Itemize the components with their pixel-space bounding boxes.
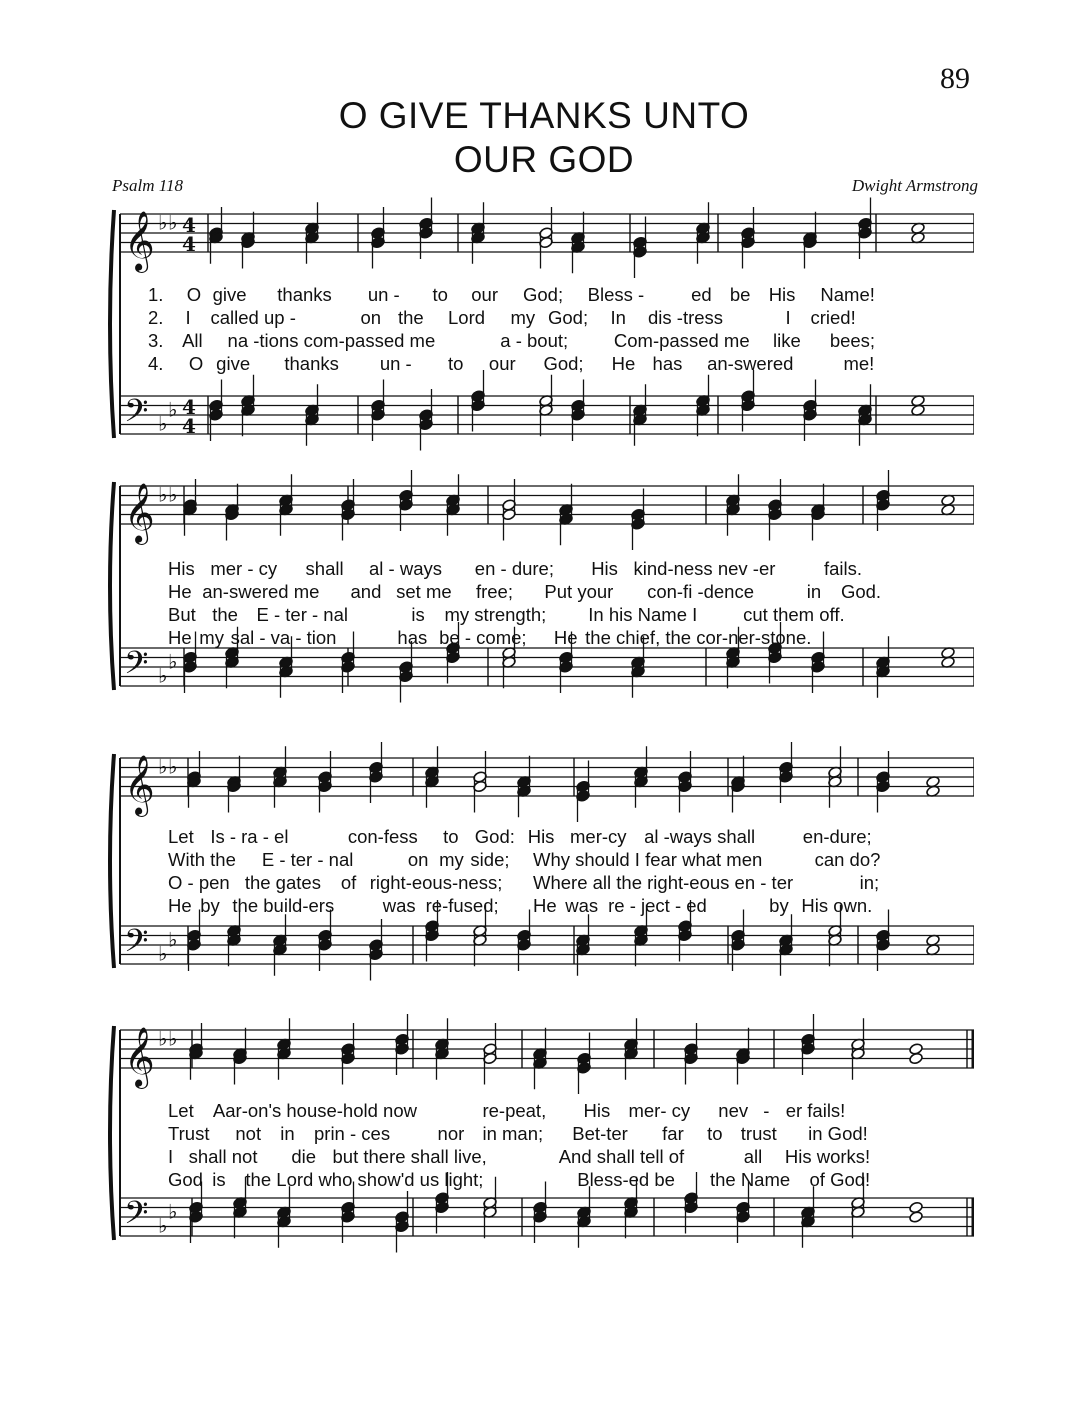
lyric-syllable: on [360, 307, 382, 328]
lyric-syllable: al - ways [369, 558, 442, 579]
lyric-syllable: an-swered [707, 353, 794, 374]
lyric-syllable: to [707, 1123, 723, 1144]
lyric-syllable: 4. [148, 353, 164, 374]
system-3 [108, 742, 974, 997]
lyric-syllable: the [398, 307, 424, 328]
source-credit: Psalm 118 [112, 176, 183, 195]
lyric-syllable: was [382, 895, 416, 916]
lyric-syllable: prin - ces [314, 1123, 391, 1144]
flat-icon: ♭ [168, 1026, 178, 1051]
lyric-syllable: to [448, 353, 464, 374]
lyric-syllable: has [652, 353, 683, 374]
lyric-syllable: by [200, 895, 220, 916]
lyric-syllable: the [212, 604, 238, 625]
lyric-syllable: Bless - [587, 284, 645, 305]
verse-line-1 [108, 284, 974, 306]
lyric-syllable: Bet-ter [572, 1123, 628, 1144]
system-1 [108, 196, 974, 456]
verse-line-3 [108, 872, 974, 894]
lyric-syllable: nev [718, 1100, 749, 1121]
lyric-syllable: the chief, the cor-ner-stone. [585, 627, 812, 648]
lyric-syllable: God. [840, 581, 882, 602]
lyric-syllable: a - bout; [500, 330, 569, 351]
lyric-syllable: our [488, 353, 516, 374]
flat-icon: ♭ [168, 649, 178, 674]
lyric-syllable: give [212, 284, 247, 305]
lyric-syllable: dis -tress [648, 307, 724, 328]
lyric-syllable: was [565, 895, 599, 916]
lyric-syllable: be [729, 284, 751, 305]
lyric-syllable: cried! [810, 307, 856, 328]
lyric-syllable: un - [379, 353, 412, 374]
lyric-syllable: of God! [809, 1169, 871, 1190]
treble-clef-icon: 𝄞 [124, 211, 155, 271]
verse-line-4 [108, 895, 974, 917]
lyric-syllable: thanks [284, 353, 339, 374]
lyric-syllable: al -ways shall [644, 826, 756, 847]
lyric-syllable: E - ter - nal [261, 849, 354, 870]
lyric-syllable: na -tions com-passed me [227, 330, 436, 351]
notehead [909, 1052, 924, 1065]
flat-icon: ♭ [158, 411, 168, 436]
lyric-syllable: set me [396, 581, 452, 602]
lyric-syllable: His [768, 284, 796, 305]
lyric-syllable: His own. [801, 895, 873, 916]
lyric-syllable: trust [740, 1123, 777, 1144]
lyric-syllable: to [432, 284, 448, 305]
lyric-syllable: His [168, 558, 195, 579]
lyric-syllable: er fails! [785, 1100, 846, 1121]
lyric-syllable: my strength; [444, 604, 547, 625]
lyric-syllable: - [763, 1100, 770, 1121]
lyric-syllable: side; [470, 849, 510, 870]
verse-line-3 [108, 330, 974, 352]
verse-line-4 [108, 353, 974, 375]
lyric-syllable: re-fused; [425, 895, 499, 916]
time-signature-bottom: 4 [182, 232, 196, 256]
hymn-title-line-1: O GIVE THANKS UNTO [338, 95, 750, 136]
lyric-syllable: be - come; [439, 627, 527, 648]
time-signature-top: 4 [182, 213, 196, 237]
lyric-syllable: God; [543, 353, 584, 374]
lyric-syllable: re-peat, [482, 1100, 547, 1121]
lyric-syllable: With the [168, 849, 236, 870]
bass-clef-icon: 𝄢 [124, 644, 149, 689]
lyric-syllable: is [212, 1169, 226, 1190]
lyric-syllable: Why should I fear what men [533, 849, 763, 870]
lyric-syllable: free; [475, 581, 513, 602]
lyric-syllable: He [553, 627, 578, 648]
verse-line-2 [108, 581, 974, 603]
lyric-syllable: called up - [210, 307, 296, 328]
lyric-syllable: the build-ers [232, 895, 335, 916]
verse-line-1 [108, 1100, 974, 1122]
verse-line-2 [108, 307, 974, 329]
lyric-syllable: All [182, 330, 203, 351]
flat-icon: ♭ [158, 210, 168, 235]
lyric-syllable: 3. [148, 330, 164, 351]
lyric-syllable: far [662, 1123, 684, 1144]
lyric-syllable: kind-ness nev -er [633, 558, 776, 579]
system-4 [108, 1014, 974, 1284]
verse-line-2 [108, 849, 974, 871]
flat-icon: ♭ [168, 1199, 178, 1224]
lyric-syllable: the gates [244, 872, 321, 893]
flat-icon: ♭ [168, 482, 178, 507]
verse-line-4 [108, 627, 974, 649]
lyric-syllable: my [439, 849, 464, 870]
treble-clef-icon: 𝄞 [124, 1027, 155, 1087]
lyric-syllable: God; [523, 284, 564, 305]
lyric-syllable: I [785, 307, 791, 328]
lyric-syllable: Let [168, 1100, 194, 1121]
lyric-syllable: And shall tell of [558, 1146, 685, 1167]
lyric-syllable: 2. [148, 307, 164, 328]
lyric-syllable: O [186, 284, 202, 305]
flat-icon: ♭ [168, 754, 178, 779]
lyric-syllable: Put your [544, 581, 614, 602]
time-signature-top: 4 [182, 395, 196, 419]
lyric-syllable: His [527, 826, 555, 847]
flat-icon: ♭ [158, 941, 168, 966]
lyric-syllable: an-swered me [202, 581, 320, 602]
lyric-syllable: He [168, 627, 192, 648]
lyric-syllable: to [443, 826, 459, 847]
notehead [909, 1211, 924, 1224]
lyric-syllable: give [216, 353, 251, 374]
verse-line-3 [108, 604, 974, 626]
bass-clef-icon: 𝄢 [124, 1194, 149, 1239]
lyric-syllable: nor [437, 1123, 465, 1144]
lyric-syllable: God: [474, 826, 515, 847]
hymn-title [0, 94, 1088, 182]
lyric-syllable: Lord [448, 307, 486, 328]
lyric-syllable: die [291, 1146, 317, 1167]
lyric-syllable: Is - ra - el [210, 826, 289, 847]
lyric-syllable: the Name [709, 1169, 791, 1190]
lyric-syllable: en - dure; [474, 558, 554, 579]
flat-icon: ♭ [158, 754, 168, 779]
lyric-syllable: shall not [188, 1146, 258, 1167]
flat-icon: ♭ [158, 1026, 168, 1051]
lyric-syllable: He [168, 581, 192, 602]
lyric-syllable: mer-cy [570, 826, 627, 847]
lyric-syllable: can do? [814, 849, 881, 870]
lyric-syllable: my [199, 627, 224, 648]
lyric-syllable: sal - va - tion [230, 627, 337, 648]
lyric-syllable: en-dure; [802, 826, 872, 847]
lyric-syllable: in [806, 581, 822, 602]
lyric-syllable: O [188, 353, 204, 374]
lyric-syllable: in [280, 1123, 295, 1144]
lyric-syllable: His works! [784, 1146, 871, 1167]
flat-icon: ♭ [168, 210, 178, 235]
lyric-syllable: my [510, 307, 536, 328]
lyric-syllable: 1. [148, 284, 164, 305]
lyric-syllable: in man; [482, 1123, 544, 1144]
lyric-syllable: thanks [277, 284, 332, 305]
lyric-syllable: fails. [823, 558, 862, 579]
lyric-syllable: mer - cy [210, 558, 278, 579]
lyric-syllable: God; [548, 307, 589, 328]
lyric-syllable: in; [859, 872, 880, 893]
treble-clef-icon: 𝄞 [124, 483, 155, 543]
lyric-syllable: E - ter - nal [256, 604, 348, 625]
flat-icon: ♭ [158, 482, 168, 507]
lyric-syllable: Name! [820, 284, 875, 305]
lyric-syllable: cut them off. [743, 604, 845, 625]
lyric-syllable: He [533, 895, 557, 916]
lyric-syllable: He [168, 895, 192, 916]
lyric-syllable: of [340, 872, 357, 893]
lyric-syllable: bees; [829, 330, 876, 351]
flat-icon: ♭ [168, 397, 178, 422]
lyric-syllable: God [168, 1169, 203, 1190]
verse-line-2 [108, 1123, 974, 1145]
lyric-syllable: the Lord who show'd us light; [245, 1169, 484, 1190]
lyric-syllable: In his Name I [588, 604, 698, 625]
lyric-syllable: me! [843, 353, 875, 374]
lyric-syllable: like [773, 330, 801, 351]
lyric-syllable: ed [691, 284, 712, 305]
treble-clef-icon: 𝄞 [124, 755, 155, 815]
lyric-syllable: right-eous-ness; [369, 872, 503, 893]
page-number: 89 [940, 62, 970, 95]
lyric-syllable: all [743, 1146, 763, 1167]
lyric-syllable: Trust [168, 1123, 210, 1144]
lyric-syllable: Com-passed me [613, 330, 750, 351]
verse-line-1 [108, 826, 974, 848]
composer-credit: Dwight Armstrong [851, 176, 978, 195]
lyric-syllable: Bless-ed be [577, 1169, 675, 1190]
verse-line-4 [108, 1169, 974, 1191]
bass-clef-icon: 𝄢 [124, 922, 149, 967]
lyric-syllable: I [168, 1146, 174, 1167]
bass-clef-icon: 𝄢 [124, 392, 149, 437]
lyric-syllable: His [591, 558, 618, 579]
lyric-syllable: in God! [808, 1123, 868, 1144]
lyric-syllable: is [411, 604, 425, 625]
lyric-syllable: In [610, 307, 626, 328]
lyric-syllable: But [168, 604, 196, 625]
flat-icon: ♭ [158, 663, 168, 688]
lyric-syllable: I [185, 307, 191, 328]
lyric-syllable: and [350, 581, 382, 602]
verse-line-1 [108, 558, 974, 580]
flat-icon: ♭ [168, 927, 178, 952]
lyric-syllable: con-fi -dence [647, 581, 755, 602]
hymn-title-line-2: OUR GOD [453, 139, 635, 180]
lyric-syllable: con-fess [347, 826, 418, 847]
lyric-syllable: mer- cy [628, 1100, 691, 1121]
lyric-syllable: He [611, 353, 636, 374]
lyric-syllable: on [407, 849, 429, 870]
lyric-syllable: His [583, 1100, 611, 1121]
lyric-syllable: un - [367, 284, 400, 305]
lyric-syllable: Let [168, 826, 194, 847]
lyric-syllable: Aar-on's house-hold now [212, 1100, 417, 1121]
time-signature-bottom: 4 [182, 414, 196, 438]
lyric-syllable: our [471, 284, 499, 305]
lyric-syllable: O - pen [168, 872, 230, 893]
system-2 [108, 470, 974, 720]
lyric-syllable: has [397, 627, 428, 648]
lyric-syllable: but there shall live, [332, 1146, 487, 1167]
lyric-syllable: re - ject - ed [608, 895, 707, 916]
lyric-syllable: shall [305, 558, 344, 579]
lyric-syllable: not [235, 1123, 262, 1144]
lyric-syllable: by [769, 895, 789, 916]
verse-line-3 [108, 1146, 974, 1168]
lyric-syllable: Where all the right-eous en - ter [533, 872, 794, 893]
flat-icon: ♭ [158, 1213, 168, 1238]
